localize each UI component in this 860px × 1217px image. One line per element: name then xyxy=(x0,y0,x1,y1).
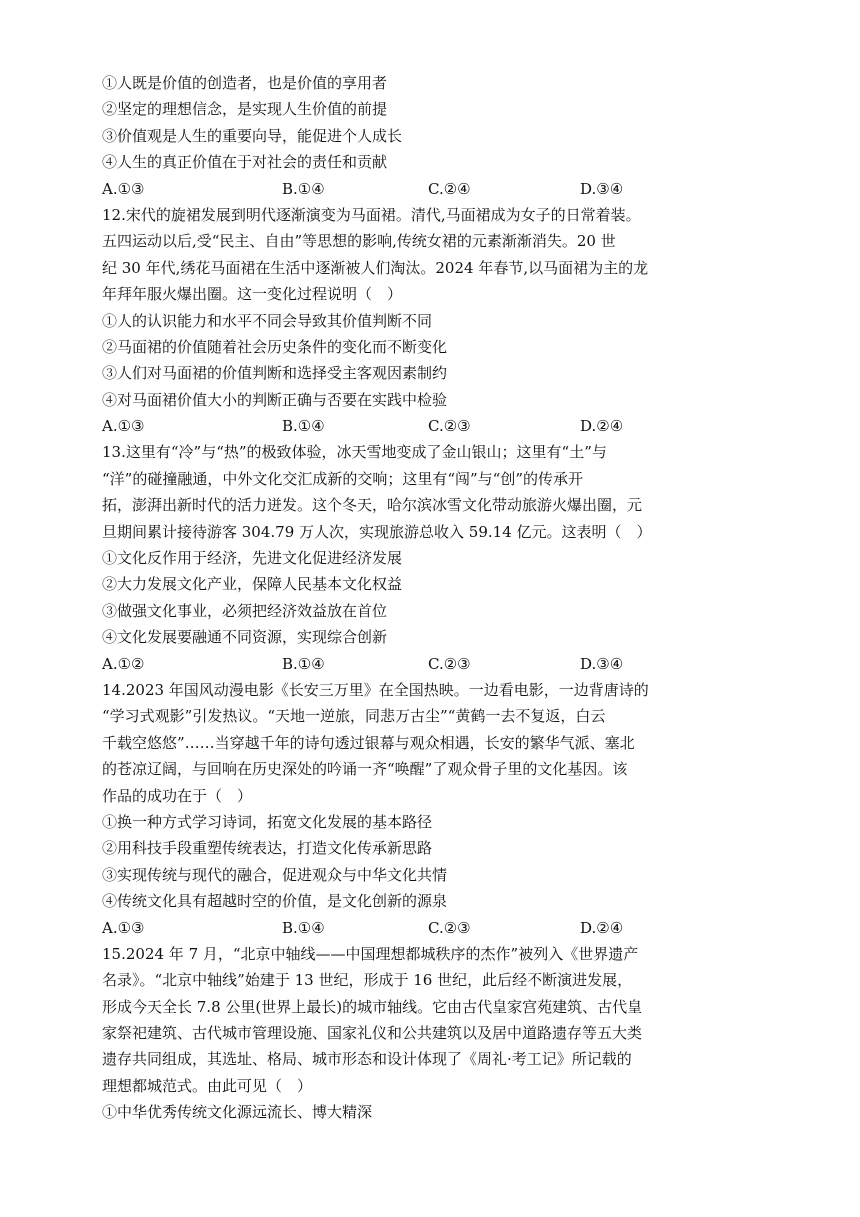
q15-stem-line-4: 家祭祀建筑、古代城市管理设施、国家礼仪和公共建筑以及居中道路遗存等五大类 xyxy=(102,1024,643,1043)
q13-option-d: D.③④ xyxy=(580,654,624,673)
q13-item-3: ③做强文化事业，必须把经济效益放在首位 xyxy=(102,601,388,620)
q13-stem-line-1: 13.这里有“冷”与“热”的极致体验，冰天雪地变成了金山银山；这里有“土”与 xyxy=(102,443,607,462)
q14-stem-line-3: 千载空悠悠”……当穿越千年的诗句透过银幕与观众相遇，长安的繁华气派、塞北 xyxy=(102,733,635,752)
question-14 xyxy=(102,677,742,941)
q13-options xyxy=(102,651,742,677)
question-15 xyxy=(102,941,742,1126)
q11-option-a: A.①③ xyxy=(102,179,145,198)
q11-item-2: ②坚定的理想信念，是实现人生价值的前提 xyxy=(102,100,388,119)
q12-option-c: C.②③ xyxy=(428,417,471,436)
q15-stem-line-2: 名录》。“北京中轴线”始建于 13 世纪，形成于 16 世纪，此后经不断演进发展， xyxy=(102,971,633,990)
q11-option-c: C.②④ xyxy=(428,179,471,198)
q15-stem-line-3: 形成今天全长 7.8 公里(世界上最长)的城市轴线。它由古代皇家宫苑建筑、古代皇 xyxy=(102,997,643,1016)
q13-item-2: ②大力发展文化产业，保障人民基本文化权益 xyxy=(102,575,403,594)
q13-item-1: ①文化反作用于经济，先进文化促进经济发展 xyxy=(102,549,403,568)
q12-option-b: B.①④ xyxy=(282,417,325,436)
q11-options xyxy=(102,176,742,202)
q12-item-3: ③人们对马面裙的价值判断和选择受主客观因素制约 xyxy=(102,364,448,383)
q11-item-3: ③价值观是人生的重要向导，能促进个人成长 xyxy=(102,126,403,145)
q12-option-a: A.①③ xyxy=(102,417,145,436)
q12-item-4: ④对马面裙价值大小的判断正确与否要在实践中检验 xyxy=(102,390,448,409)
q14-stem-line-4: 的苍凉辽阔，与回响在历史深处的吟诵一齐“唤醒”了观众骨子里的文化基因。该 xyxy=(102,760,628,779)
q11-option-d: D.③④ xyxy=(580,179,624,198)
q14-option-d: D.②④ xyxy=(580,918,624,937)
question-13 xyxy=(102,439,742,677)
q13-stem-line-2: “洋”的碰撞融通，中外文化交汇成新的交响；这里有“闯”与“创”的传承开 xyxy=(102,469,584,488)
q12-stem-line-4: 年拜年服火爆出圈。这一变化过程说明（ ） xyxy=(102,285,403,304)
q14-stem-line-1: 14.2023 年国风动漫电影《长安三万里》在全国热映。一边看电影，一边背唐诗的 xyxy=(102,680,649,699)
question-12 xyxy=(102,202,742,440)
q14-options xyxy=(102,915,742,941)
q12-option-d: D.②④ xyxy=(580,417,624,436)
q12-item-2: ②马面裙的价值随着社会历史条件的变化而不断变化 xyxy=(102,337,448,356)
q12-stem-line-2: 五四运动以后,受“民主、自由”等思想的影响,传统女裙的元素渐渐消失。20 世 xyxy=(102,232,616,251)
q13-item-4: ④文化发展要融通不同资源，实现综合创新 xyxy=(102,628,388,647)
q14-option-a: A.①③ xyxy=(102,918,145,937)
exam-page xyxy=(102,70,742,1126)
q11-item-4: ④人生的真正价值在于对社会的责任和贡献 xyxy=(102,153,388,172)
q13-option-b: B.①④ xyxy=(282,654,325,673)
q14-item-3: ③实现传统与现代的融合，促进观众与中华文化共情 xyxy=(102,865,448,884)
q12-stem-line-1: 12.宋代的旋裙发展到明代逐渐演变为马面裙。清代,马面裙成为女子的日常着装。 xyxy=(102,205,641,224)
q15-stem-line-6: 理想都城范式。由此可见（ ） xyxy=(102,1076,313,1095)
q15-stem-line-5: 遗存共同组成，其选址、格局、城市形态和设计体现了《周礼·考工记》所记载的 xyxy=(102,1050,632,1069)
q12-item-1: ①人的认识能力和水平不同会导致其价值判断不同 xyxy=(102,311,433,330)
q15-item-1: ①中华优秀传统文化源远流长、博大精深 xyxy=(102,1103,373,1122)
q15-stem-line-1: 15.2024 年 7 月，“北京中轴线——中国理想都城秩序的杰作”被列入《世界遗产 xyxy=(102,944,639,963)
q13-option-c: C.②③ xyxy=(428,654,471,673)
q13-stem-line-4: 旦期间累计接待游客 304.79 万人次，实现旅游总收入 59.14 亿元。这表明（ ） xyxy=(102,522,652,541)
q14-item-1: ①换一种方式学习诗词，拓宽文化发展的基本路径 xyxy=(102,812,433,831)
question-11 xyxy=(102,70,742,202)
q14-stem-line-2: “学习式观影”引发热议。“天地一逆旅，同悲万古尘”“黄鹤一去不复返，白云 xyxy=(102,707,606,726)
q13-stem-line-3: 拓，澎湃出新时代的活力迸发。这个冬天，哈尔滨冰雪文化带动旅游火爆出圈，元 xyxy=(102,496,643,515)
q14-item-4: ④传统文化具有超越时空的价值，是文化创新的源泉 xyxy=(102,892,448,911)
q14-option-c: C.②③ xyxy=(428,918,471,937)
q12-options xyxy=(102,413,742,439)
q11-option-b: B.①④ xyxy=(282,179,325,198)
q13-option-a: A.①② xyxy=(102,654,145,673)
q14-stem-line-5: 作品的成功在于（ ） xyxy=(102,786,253,805)
q12-stem-line-3: 纪 30 年代,绣花马面裙在生活中逐渐被人们淘汰。2024 年春节,以马面裙为主的龙 xyxy=(102,258,649,277)
q11-item-1: ①人既是价值的创造者，也是价值的享用者 xyxy=(102,74,388,92)
q14-item-2: ②用科技手段重塑传统表达，打造文化传承新思路 xyxy=(102,839,433,858)
q14-option-b: B.①④ xyxy=(282,918,325,937)
